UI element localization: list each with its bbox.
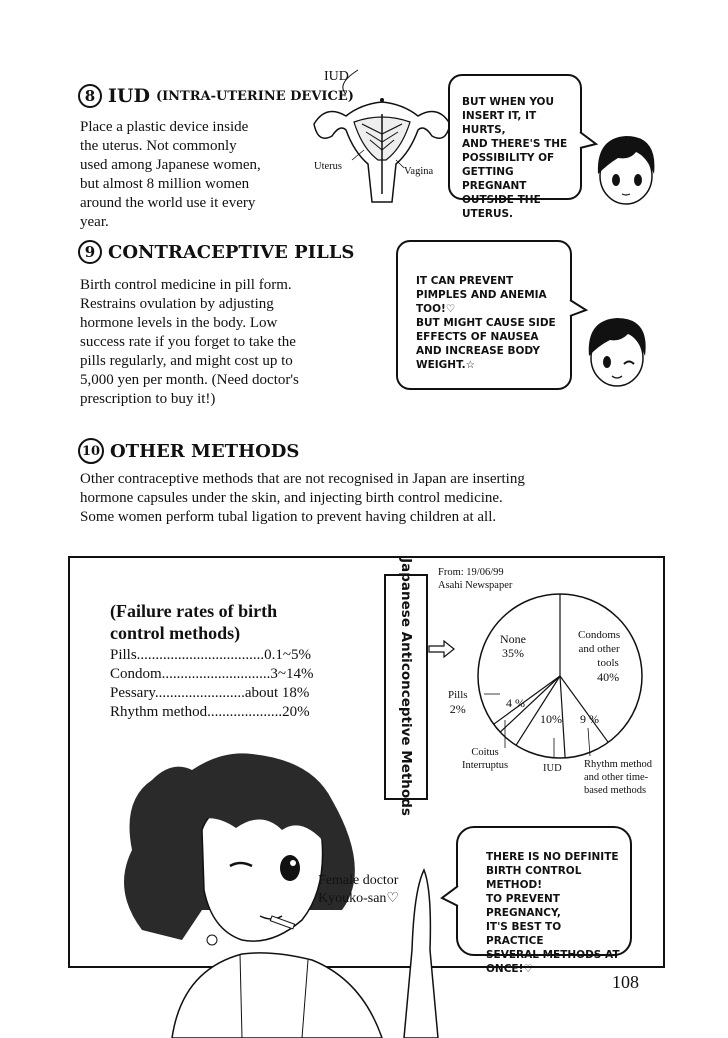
bubble-line: BIRTH CONTROL METHOD!	[486, 865, 582, 891]
rate-row: Pessary........................about 18%	[110, 685, 310, 701]
chart-title: Japanese Anticonceptive Methods	[398, 558, 414, 816]
iud-speech-bubble	[448, 74, 582, 220]
uterus-illustration	[306, 64, 456, 214]
text-line: pills regularly, and might cost up to	[80, 353, 293, 369]
text-line: success rate if you forget to take the	[80, 334, 296, 350]
bubble-tail	[440, 884, 460, 910]
label-line: 35%	[502, 646, 524, 660]
doctor-speech-bubble	[456, 826, 632, 975]
vagina-label: Vagina	[404, 166, 434, 177]
label-line: tools	[597, 657, 619, 669]
leader-lines	[478, 680, 608, 760]
label-line: and other time-	[584, 772, 649, 783]
caption-line: Kyouko-san♡	[318, 891, 399, 906]
bubble-line: AND INCREASE BODY	[416, 345, 540, 357]
pills-text	[80, 276, 350, 409]
boy-character	[590, 130, 662, 210]
rate-row: Condom.............................3~14%	[110, 666, 314, 682]
bubble-line: OUTSIDE THE	[462, 194, 541, 206]
text-line: around the world use it every	[80, 195, 256, 211]
label-line: None	[500, 632, 526, 646]
text-line: Restrains ovulation by adjusting	[80, 296, 274, 312]
iud-title: IUD	[108, 85, 150, 107]
label-line: Rhythm method	[584, 759, 652, 770]
iud-subtitle: (INTRA-UTERINE DEVICE)	[155, 88, 354, 104]
other-text	[80, 470, 640, 527]
pie-label-rhythm-pct: 9 %	[580, 712, 599, 726]
text-line: Birth control medicine in pill form.	[80, 277, 292, 293]
text-line: Place a plastic device inside	[80, 119, 249, 135]
pills-title: CONTRACEPTIVE PILLS	[108, 241, 355, 263]
bubble-line: THERE IS NO DEFINITE	[486, 851, 619, 863]
title-line: control methods)	[110, 623, 241, 643]
label-line: Interruptus	[462, 760, 509, 771]
bubble-line: POSSIBILITY OF	[462, 152, 555, 164]
iud-label: IUD	[324, 69, 349, 84]
pills-speech-bubble	[396, 240, 572, 390]
text-line: but almost 8 million women	[80, 176, 250, 192]
label-line: and other	[578, 643, 620, 655]
bubble-line: INSERT IT, IT HURTS,	[462, 110, 537, 136]
bubble-line: IT CAN PREVENT	[416, 275, 514, 287]
page-number: 108	[612, 972, 639, 992]
iud-text	[80, 118, 320, 232]
boy-character-winking	[580, 312, 654, 392]
doctor-caption	[318, 872, 399, 908]
bubble-line: WEIGHT.☆	[416, 359, 476, 371]
text-line: used among Japanese women,	[80, 157, 261, 173]
text-line: 5,000 yen per month. (Need doctor's	[80, 372, 299, 388]
bubble-line: GETTING PREGNANT	[462, 166, 527, 192]
pie-label-iud-pct: 10%	[540, 712, 562, 726]
bubble-line: UTERUS.	[462, 208, 514, 220]
text-line: hormone capsules under the skin, and injecting birth control medicine.	[80, 490, 503, 506]
bubble-line: EFFECTS OF NAUSEA	[416, 331, 539, 343]
bubble-line: TOO!♡	[416, 303, 456, 315]
bubble-line: PIMPLES AND ANEMIA	[416, 289, 547, 301]
other-title: OTHER METHODS	[110, 440, 300, 462]
text-line: hormone levels in the body. Low	[80, 315, 278, 331]
bubble-line: TO PREVENT PREGNANCY,	[486, 893, 561, 919]
pills-heading	[78, 240, 354, 264]
label-line: 2%	[449, 702, 466, 716]
rate-row: Pills..................................0.1~5%	[110, 647, 312, 663]
pie-label-condoms	[578, 628, 620, 684]
text-line: Other contraceptive methods that are not recognised in Japan are inserting	[80, 471, 525, 487]
uterus-diagram	[306, 64, 456, 214]
failure-rates-list	[110, 600, 338, 722]
label-line: Coitus	[471, 747, 499, 758]
label-line: Condoms	[578, 629, 621, 641]
text-line: year.	[80, 214, 109, 230]
bubble-line: AND THERE'S THE	[462, 138, 568, 150]
text-line: prescription to buy it!)	[80, 391, 216, 407]
pie-label-coitus-pct: 4 %	[506, 696, 525, 710]
source-line: From: 19/06/99	[438, 567, 504, 578]
label-line: Pills	[448, 689, 468, 701]
arrow-right-icon	[428, 640, 456, 658]
section-number: 9	[78, 240, 102, 264]
pie-label-none	[500, 632, 526, 660]
bubble-line: IT'S BEST TO PRACTICE	[486, 921, 562, 947]
rate-row: Rhythm method....................20%	[110, 704, 310, 720]
bubble-line: ONCE!♡	[486, 963, 533, 975]
bubble-line: BUT WHEN YOU	[462, 96, 555, 108]
label-line: based methods	[584, 785, 647, 796]
failure-rates-title	[110, 600, 338, 644]
section-number: 10	[78, 438, 104, 464]
bubble-line: BUT MIGHT CAUSE SIDE	[416, 317, 556, 329]
pie-label-pills	[448, 688, 468, 716]
text-line: the uterus. Not commonly	[80, 138, 237, 154]
source-line: Asahi Newspaper	[438, 580, 513, 591]
pie-label-rhythm	[584, 758, 652, 797]
label-line: 40%	[597, 670, 620, 684]
title-line: (Failure rates of birth	[110, 601, 278, 621]
uterus-label: Uterus	[314, 161, 342, 172]
text-line: Some women perform tubal ligation to prevent having children at all.	[80, 509, 497, 525]
section-number: 8	[78, 84, 102, 108]
other-heading	[78, 438, 299, 464]
caption-line: Female doctor	[318, 873, 399, 888]
bubble-line: SEVERAL METHODS AT	[486, 949, 620, 961]
pie-label-iud: IUD	[543, 763, 562, 774]
